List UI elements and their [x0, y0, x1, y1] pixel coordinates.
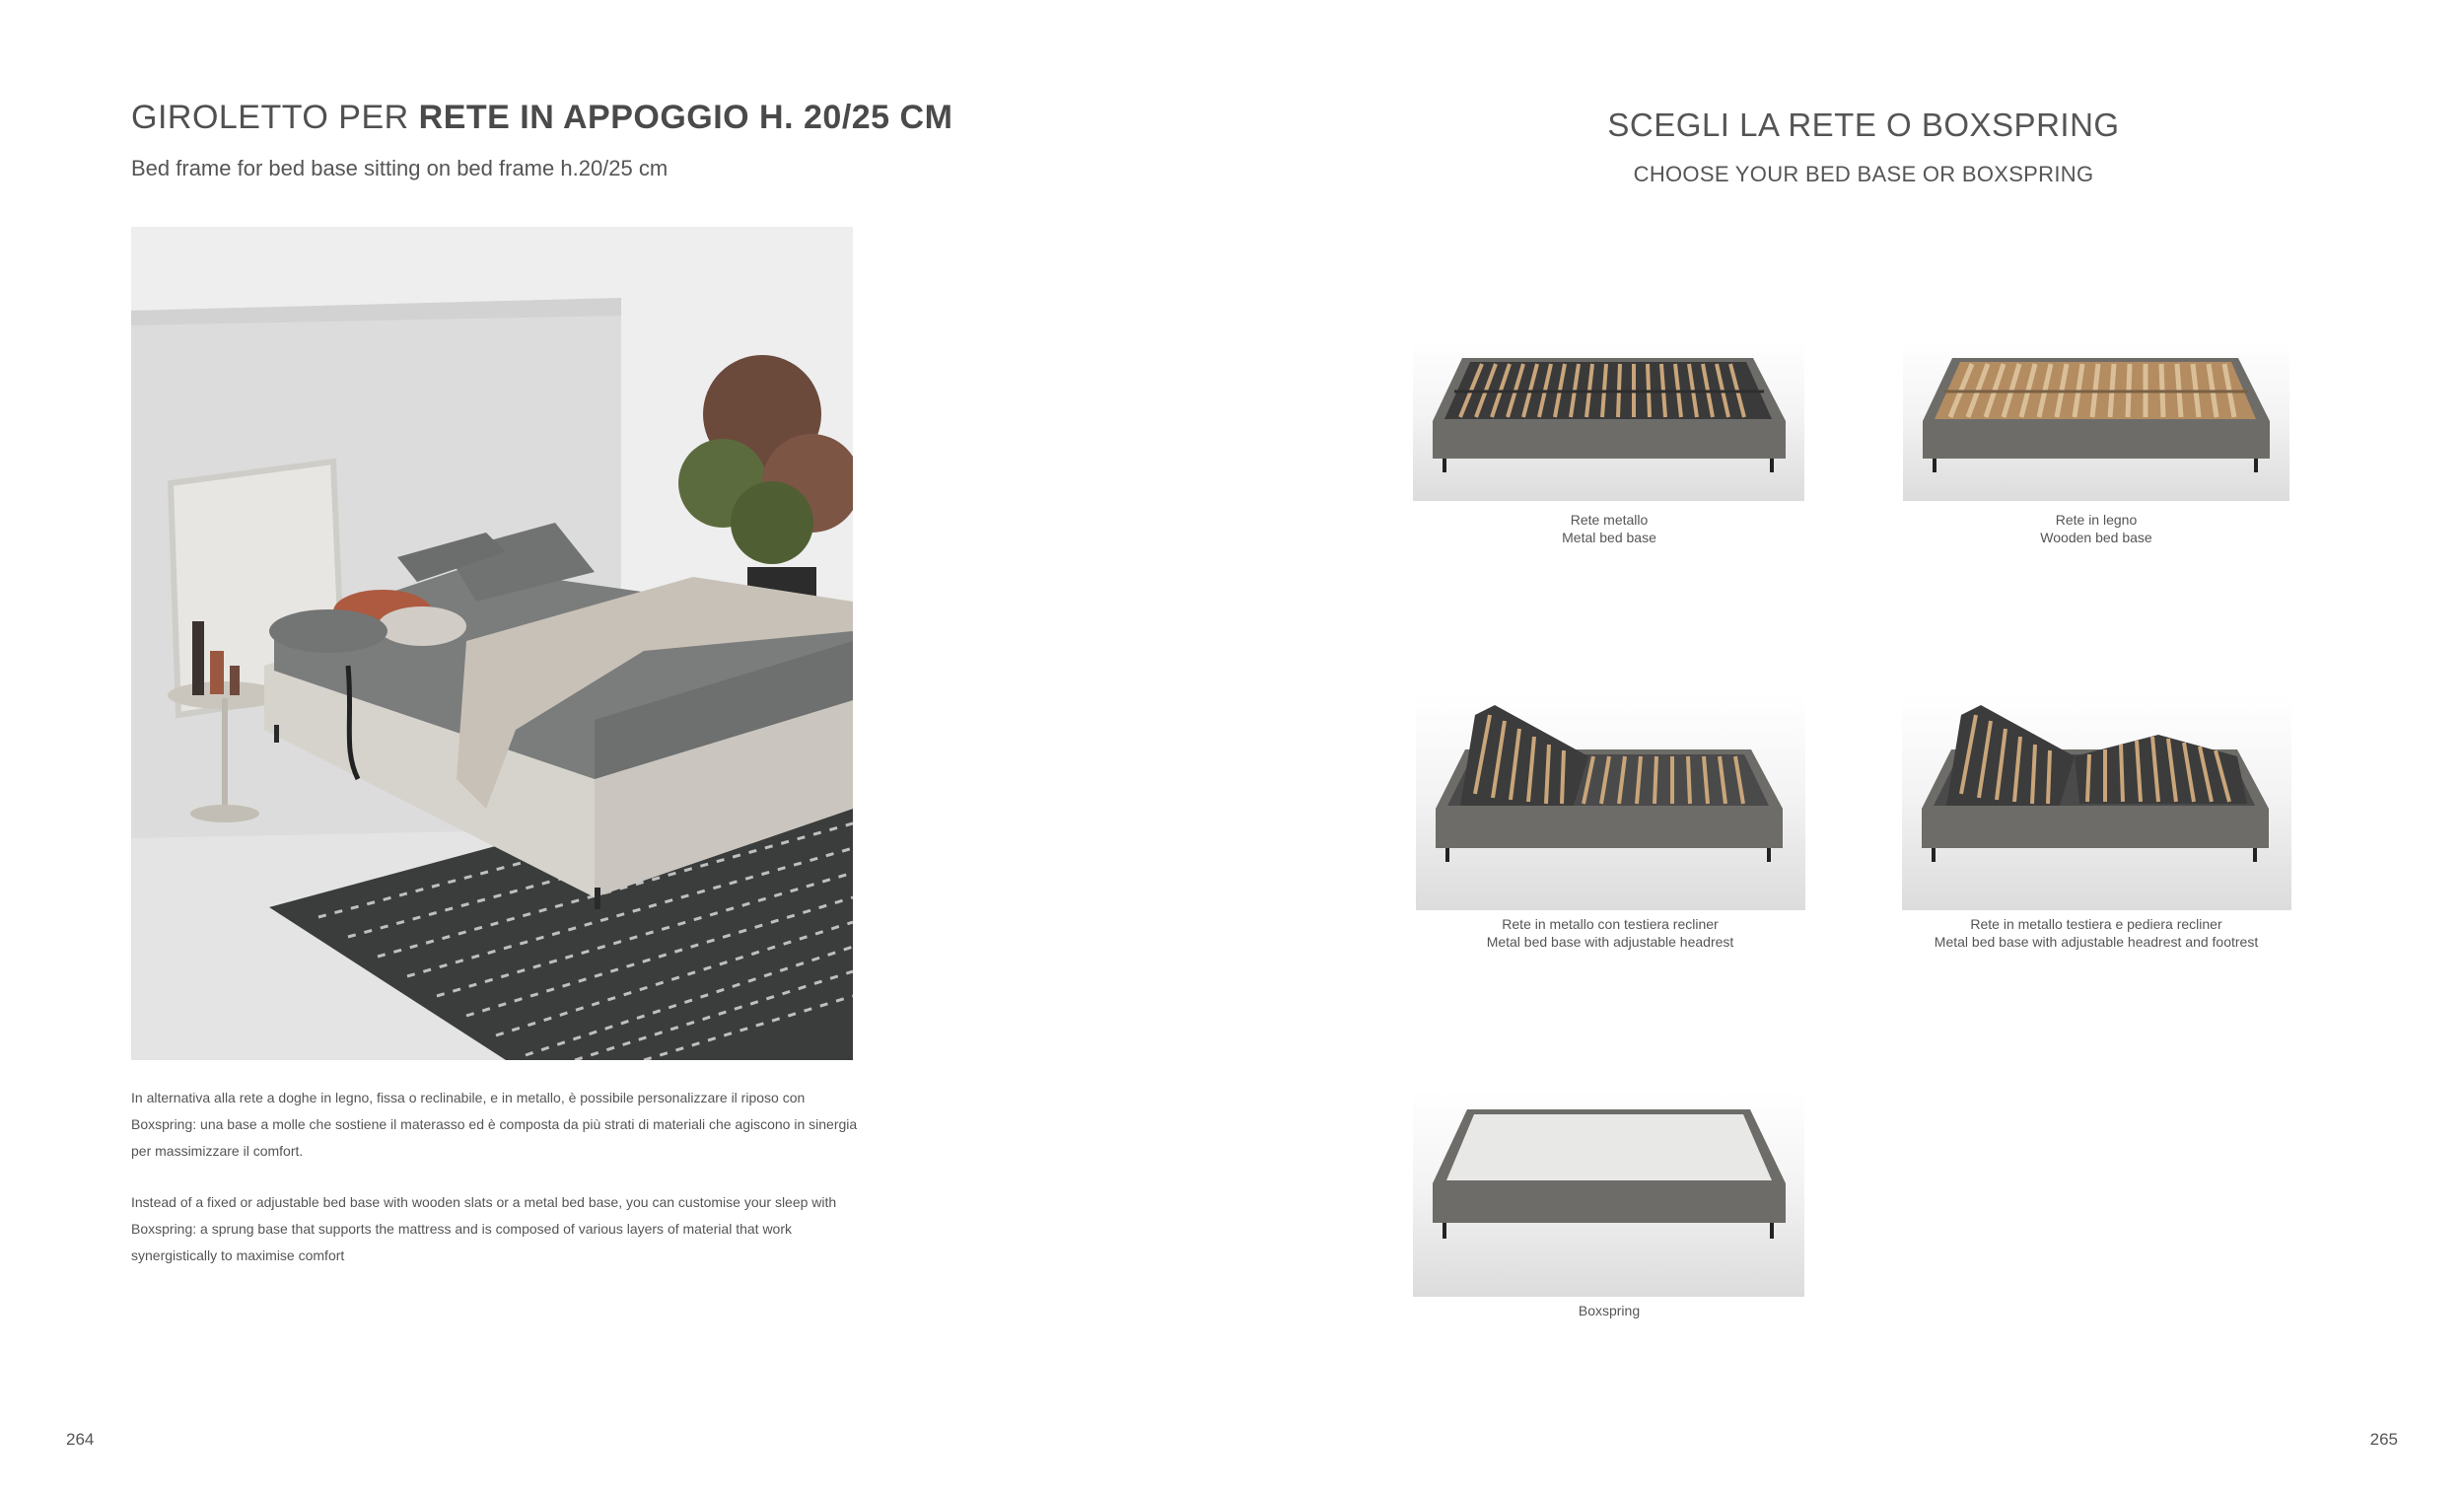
page-title — [131, 99, 952, 137]
caption-en: Metal bed base — [1562, 530, 1656, 545]
caption-it: Rete in metallo con testiera recliner — [1502, 916, 1719, 932]
caption-it: Rete in metallo testiera e pediera recliner — [1970, 916, 2222, 932]
product-image-metal-headrest — [1416, 695, 1805, 910]
caption-boxspring — [1313, 1302, 1905, 1319]
product-image-boxspring — [1413, 1090, 1804, 1297]
bed-photo — [131, 227, 853, 1060]
page-subtitle: Bed frame for bed base sitting on bed frame h.20/25 cm — [131, 156, 669, 180]
caption-metal-headrest-footrest — [1800, 915, 2392, 951]
description-italian: In alternativa alla rete a doghe in legno, fissa o reclinabile, e in metallo, è possibile personalizzare il riposo con Boxspring: una base a molle che sostiene il materasso ed è composta da più strati di materiali che agiscono in sinergia per massimizzare il comfort. — [131, 1090, 858, 1159]
caption-it: Boxspring — [1578, 1303, 1641, 1318]
product-image-metal-bed-base — [1413, 340, 1804, 501]
caption-en: Metal bed base with adjustable headrest — [1486, 934, 1734, 950]
page-number-left: 264 — [66, 1430, 95, 1449]
section-title: SCEGLI LA RETE O BOXSPRING — [1607, 107, 2120, 143]
caption-it: Rete metallo — [1570, 512, 1649, 528]
caption-en: Wooden bed base — [2040, 530, 2152, 545]
caption-it: Rete in legno — [2055, 512, 2138, 528]
title-light: GIROLETTO PER — [131, 99, 419, 136]
product-image-metal-headrest-footrest — [1902, 695, 2291, 910]
caption-en: Metal bed base with adjustable headrest and footrest — [1934, 934, 2259, 950]
caption-wooden-bed-base — [1800, 511, 2392, 546]
description-english: Instead of a fixed or adjustable bed base with wooden slats or a metal bed base, you can customise your sleep with Boxspring: a sprung base that supports the mattress and is composed of various layers of material that work synergistically to maximise comfort — [131, 1194, 837, 1263]
product-image-wooden-bed-base — [1903, 340, 2289, 501]
section-subtitle: CHOOSE YOUR BED BASE OR BOXSPRING — [1633, 162, 2094, 186]
page-number-right: 265 — [2369, 1430, 2398, 1449]
title-bold: RETE IN APPOGGIO H. 20/25 CM — [418, 99, 953, 136]
